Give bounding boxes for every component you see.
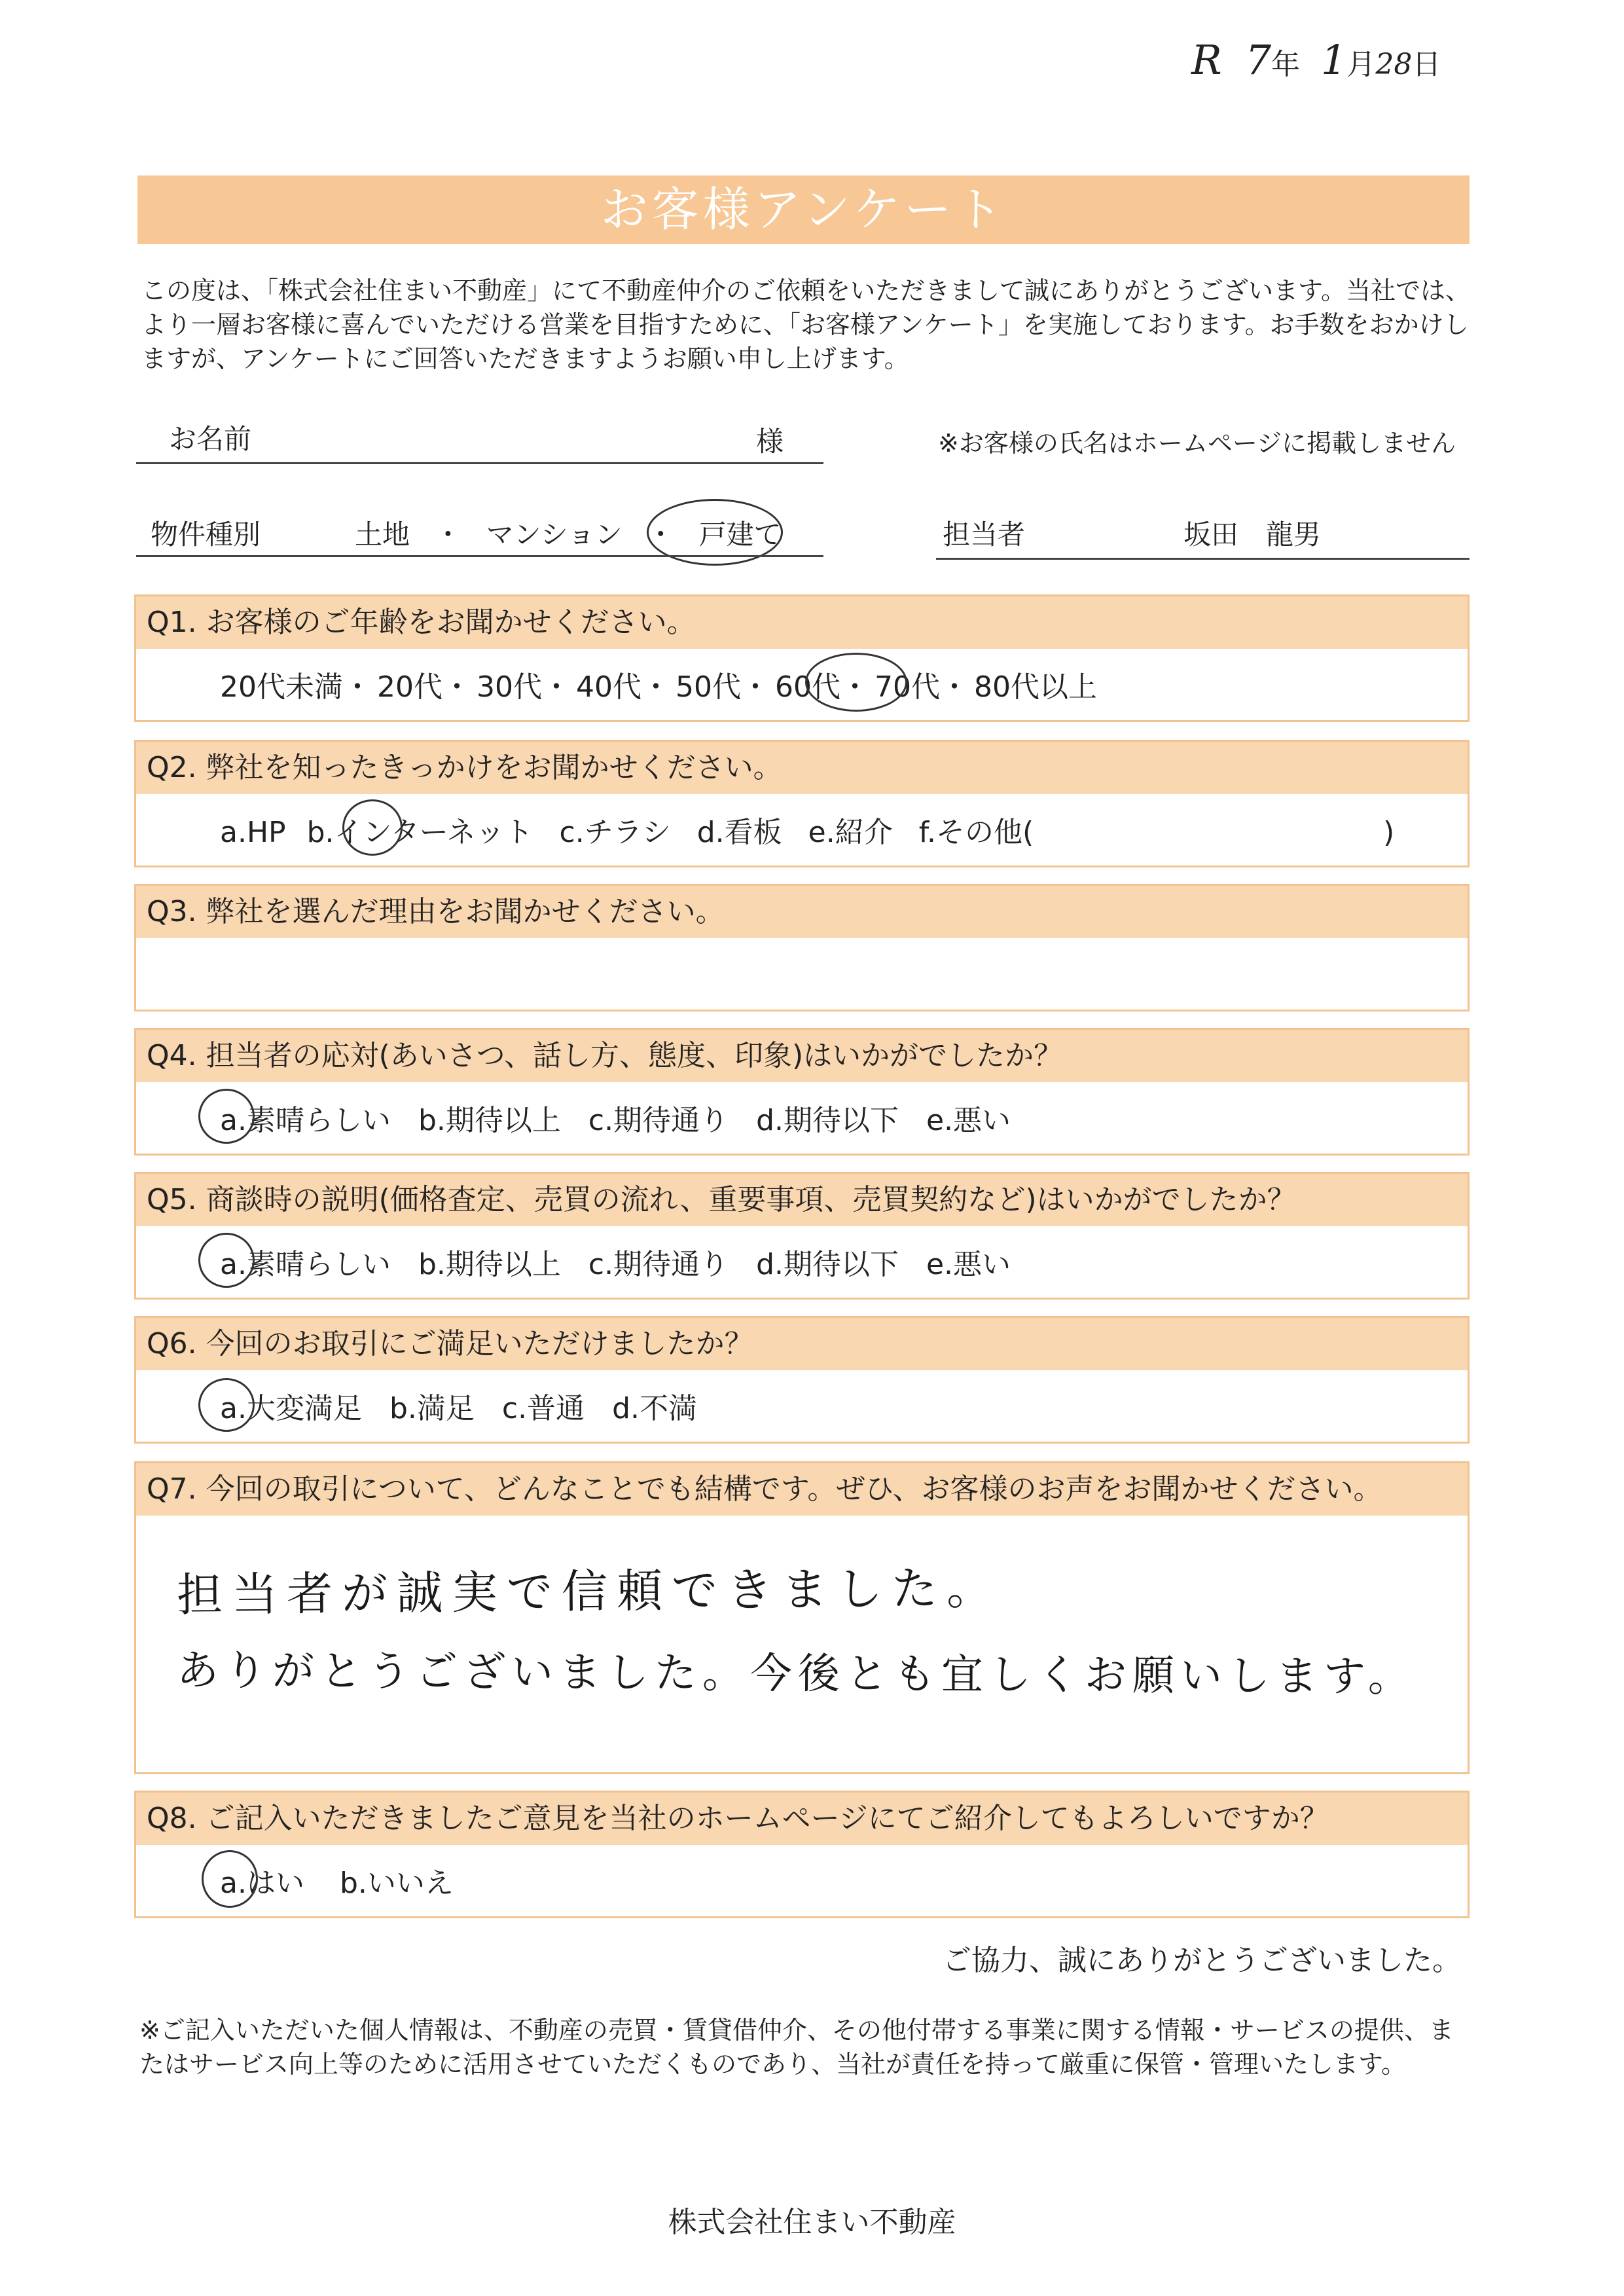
- q1-option[interactable]: 30代: [477, 670, 542, 704]
- question-3-text: Q3. 弊社を選んだ理由をお聞かせください。: [136, 886, 1468, 938]
- q2-option[interactable]: e.紹介: [808, 816, 893, 849]
- q2-option[interactable]: a.HP: [220, 816, 286, 849]
- question-1: [134, 594, 1470, 722]
- q4-option[interactable]: c.期待通り: [588, 1104, 729, 1137]
- staff-name: 坂田 龍男: [1183, 519, 1322, 551]
- property-option-mansion[interactable]: マンション: [486, 519, 623, 551]
- date-year: 7: [1245, 36, 1272, 84]
- question-5: [134, 1172, 1470, 1300]
- property-option-land[interactable]: 土地: [355, 519, 410, 551]
- question-8-text: Q8. ご記入いただきましたご意見を当社のホームページにてご紹介してもよろしいですか？: [136, 1793, 1468, 1845]
- separator: ・: [434, 519, 462, 551]
- separator: ・: [741, 670, 770, 704]
- q7-answer-line-1: 担当者が誠実で信頼できました。: [176, 1561, 1002, 1622]
- q1-option[interactable]: 20代未満: [220, 670, 343, 704]
- q1-option-selected[interactable]: 50代: [676, 670, 741, 704]
- question-7-answer-area[interactable]: [136, 1516, 1468, 1772]
- q1-option[interactable]: 60代: [775, 670, 840, 704]
- separator: ・: [442, 670, 471, 704]
- q8-option-selected[interactable]: a.はい: [220, 1867, 304, 1900]
- selection-circle: [202, 1850, 258, 1908]
- intro-text: この度は、「株式会社住まい不動産」にて不動産仲介のご依頼をいただきまして誠にありがとうございます。当社では、より一層お客様に喜んでいただける営業を目指すために、「お客様アンケート」を実施しております。お手数をおかけしますが、アンケートにご回答いただきますようお願い申し上げます。: [141, 276, 1470, 373]
- q6-option-selected[interactable]: a.大変満足: [220, 1392, 362, 1425]
- q4-option[interactable]: b.期待以上: [418, 1104, 561, 1137]
- date-day: 28: [1375, 48, 1413, 81]
- question-6-text: Q6. 今回のお取引にご満足いただけましたか？: [136, 1318, 1468, 1370]
- q1-option[interactable]: 80代以上: [974, 670, 1097, 704]
- question-4-text: Q4. 担当者の応対(あいさつ、話し方、態度、印象)はいかがでしたか？: [136, 1030, 1468, 1082]
- question-8: [134, 1791, 1470, 1918]
- q8-option[interactable]: b.いいえ: [339, 1867, 454, 1900]
- name-note: ※お客様の氏名はホームページに掲載しません: [938, 429, 1456, 458]
- q2-option-selected[interactable]: b.インターネット: [306, 816, 533, 849]
- separator: ・: [647, 519, 675, 551]
- q6-option[interactable]: c.普通: [501, 1392, 585, 1425]
- question-1-text: Q1. お客様のご年齢をお聞かせください。: [136, 596, 1468, 649]
- selection-circle: [342, 799, 403, 856]
- q4-option[interactable]: e.悪い: [926, 1104, 1011, 1137]
- question-4: [134, 1028, 1470, 1156]
- q2-option[interactable]: c.チラシ: [559, 816, 671, 849]
- q1-option[interactable]: 70代: [875, 670, 940, 704]
- date-year-unit: 年: [1271, 48, 1301, 81]
- selection-circle: [805, 653, 907, 712]
- q7-answer-line-2: ありがとうございました。今後とも宜しくお願いします。: [176, 1647, 1416, 1702]
- date-era: R: [1191, 36, 1222, 84]
- separator: ・: [840, 670, 869, 704]
- q5-option[interactable]: b.期待以上: [418, 1248, 561, 1281]
- q2-option-other[interactable]: f.その他(: [918, 816, 1034, 849]
- question-3-answer-area[interactable]: [136, 938, 1468, 1009]
- separator: ・: [940, 670, 969, 704]
- question-2: [134, 740, 1470, 867]
- q5-option[interactable]: d.期待以下: [756, 1248, 899, 1281]
- q1-option[interactable]: 20代: [377, 670, 442, 704]
- privacy-note: ※ご記入いただいた個人情報は、不動産の売買・賃貸借仲介、その他付帯する事業に関する情報・サービスの提供、またはサービス向上等のために活用させていただくものであり、当社が責任を持って厳重に保管・管理いたします。: [139, 2016, 1454, 2079]
- selection-circle: [198, 1378, 255, 1432]
- question-3: [134, 884, 1470, 1011]
- name-underline: [136, 462, 823, 464]
- name-label: お名前: [169, 423, 252, 455]
- separator: ・: [641, 670, 670, 704]
- thanks-text: ご協力、誠にありがとうございました。: [943, 1944, 1461, 1977]
- company-name: 株式会社住まい不動産: [668, 2206, 956, 2239]
- date-day-unit: 日: [1412, 48, 1441, 81]
- page-title: お客様アンケート: [600, 182, 1007, 237]
- q1-option[interactable]: 40代: [576, 670, 641, 704]
- q6-option[interactable]: b.満足: [389, 1392, 475, 1425]
- property-option-house[interactable]: 戸建て: [698, 519, 782, 551]
- question-7-text: Q7. 今回の取引について、どんなことでも結構です。ぜひ、お客様のお声をお聞かせください。: [136, 1463, 1468, 1516]
- staff-label: 担当者: [943, 519, 1026, 551]
- q2-option[interactable]: d.看板: [696, 816, 782, 849]
- name-suffix: 様: [756, 426, 784, 458]
- q5-option-selected[interactable]: a.素晴らしい: [220, 1248, 391, 1281]
- date-month: 1: [1320, 36, 1347, 84]
- property-label: 物件種別: [151, 519, 261, 551]
- staff-underline: [936, 558, 1470, 560]
- question-6: [134, 1316, 1470, 1444]
- q5-option[interactable]: c.期待通り: [588, 1248, 729, 1281]
- q4-option-selected[interactable]: a.素晴らしい: [220, 1104, 391, 1137]
- q5-option[interactable]: e.悪い: [926, 1248, 1011, 1281]
- question-7: [134, 1461, 1470, 1774]
- q4-option[interactable]: d.期待以下: [756, 1104, 899, 1137]
- question-2-text: Q2. 弊社を知ったきっかけをお聞かせください。: [136, 742, 1468, 794]
- separator: ・: [343, 670, 372, 704]
- q6-option[interactable]: d.不満: [612, 1392, 697, 1425]
- selection-circle: [198, 1233, 255, 1288]
- date-month-unit: 月: [1346, 48, 1376, 81]
- selection-circle: [198, 1089, 255, 1144]
- question-5-text: Q5. 商談時の説明(価格査定、売買の流れ、重要事項、売買契約など)はいかがでしたか？: [136, 1174, 1468, 1226]
- survey-date: [1191, 36, 1441, 84]
- q2-other-close: ): [1383, 816, 1395, 849]
- property-underline: [136, 555, 823, 557]
- separator: ・: [542, 670, 571, 704]
